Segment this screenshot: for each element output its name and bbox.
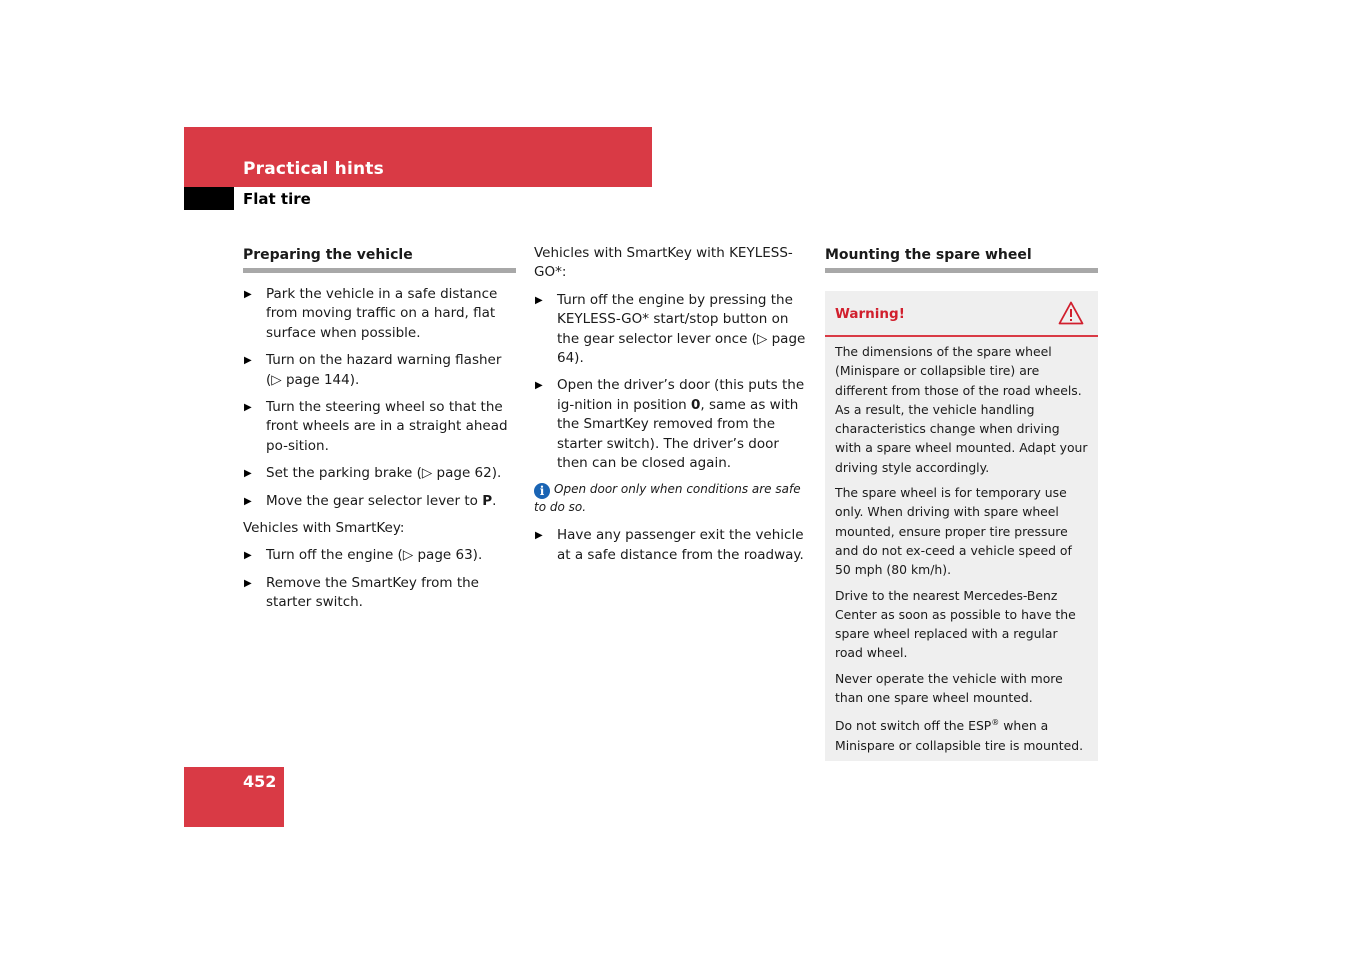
subsection-title: Flat tire xyxy=(243,190,311,208)
step-keyless-engine-off: ▶ Turn off the engine by pressing the KEYLESS-GO* start/stop button on the gear selector lever once (▷ page 64). xyxy=(535,291,806,367)
info-icon: i xyxy=(534,483,550,499)
info-note: i Open door only when conditions are safe to do so. xyxy=(534,482,801,515)
step-park: ▶ Park the vehicle in a safe distance from moving traffic on a hard, flat surface when possible. xyxy=(244,286,498,341)
warning-para-esp: Do not switch off the ESP® when a Minispare or collapsible tire is mounted. xyxy=(835,718,1084,753)
column-keyless xyxy=(534,244,808,573)
warning-label: Warning! xyxy=(835,306,905,322)
heading-preparing: Preparing the vehicle xyxy=(243,244,516,273)
bullet-arrow-icon: ▶ xyxy=(535,294,543,306)
bullet-arrow-icon: ▶ xyxy=(535,530,543,542)
warning-para: The dimensions of the spare wheel (Minispare or collapsible tire) are different from those of the road wheels. As a result, the vehicle handling characteristics change when driving with a spare wheel mounted. Adapt your driving style accordingly. xyxy=(835,344,1088,475)
bullet-arrow-icon: ▶ xyxy=(244,355,252,367)
warning-para: Drive to the nearest Mercedes-Benz Center as soon as possible to have the spare wheel replaced with a regular road wheel. xyxy=(835,587,1076,661)
step-gear-selector: ▶ Move the gear selector lever to P. xyxy=(243,492,516,511)
step-steering: ▶ Turn the steering wheel so that the front wheels are in a straight ahead po-sition. xyxy=(244,399,508,454)
bullet-arrow-icon: ▶ xyxy=(244,495,252,507)
keyless-label: Vehicles with SmartKey with KEYLESS-GO*: xyxy=(534,245,793,281)
bullet-arrow-icon: ▶ xyxy=(244,577,252,589)
column-spare-wheel xyxy=(825,244,1098,761)
page-number: 452 xyxy=(243,772,277,791)
step-parking-brake: ▶ Set the parking brake (▷ page 62). xyxy=(243,464,516,483)
bullet-arrow-icon: ▶ xyxy=(535,380,543,392)
step-open-door: ▶ Open the driver’s door (this puts the ig-nition in position 0, same as with the SmartKey removed from the starter switch). The driver’s door then can be closed again. xyxy=(535,377,805,472)
step-engine-off: ▶ Turn off the engine (▷ page 63). xyxy=(243,546,516,565)
heading-spare-wheel: Mounting the spare wheel xyxy=(825,244,1098,273)
step-remove-key: ▶ Remove the SmartKey from the starter switch. xyxy=(244,574,479,611)
warning-triangle-icon xyxy=(1058,301,1084,325)
smartkey-label: Vehicles with SmartKey: xyxy=(243,520,405,537)
step-passengers-exit: ▶ Have any passenger exit the vehicle at a safe distance from the roadway. xyxy=(535,527,804,563)
section-marker xyxy=(184,187,234,210)
warning-para: The spare wheel is for temporary use only. When driving with spare wheel mounted, ensure proper tire pressure and do not ex-ceed a vehicle speed of 50 mph (80 km/h). xyxy=(835,485,1072,578)
step-hazard: ▶ Turn on the hazard warning flasher (▷ page 144). xyxy=(244,352,502,388)
warning-body xyxy=(825,337,1098,761)
bullet-arrow-icon: ▶ xyxy=(244,289,252,300)
bullet-arrow-icon: ▶ xyxy=(244,468,252,480)
column-preparing xyxy=(243,244,516,621)
bullet-arrow-icon: ▶ xyxy=(244,402,252,414)
warning-header xyxy=(825,291,1098,337)
section-title: Practical hints xyxy=(243,159,384,179)
bullet-arrow-icon: ▶ xyxy=(244,550,252,562)
warning-para: Never operate the vehicle with more than one spare wheel mounted. xyxy=(835,670,1063,706)
warning-box xyxy=(825,291,1098,761)
